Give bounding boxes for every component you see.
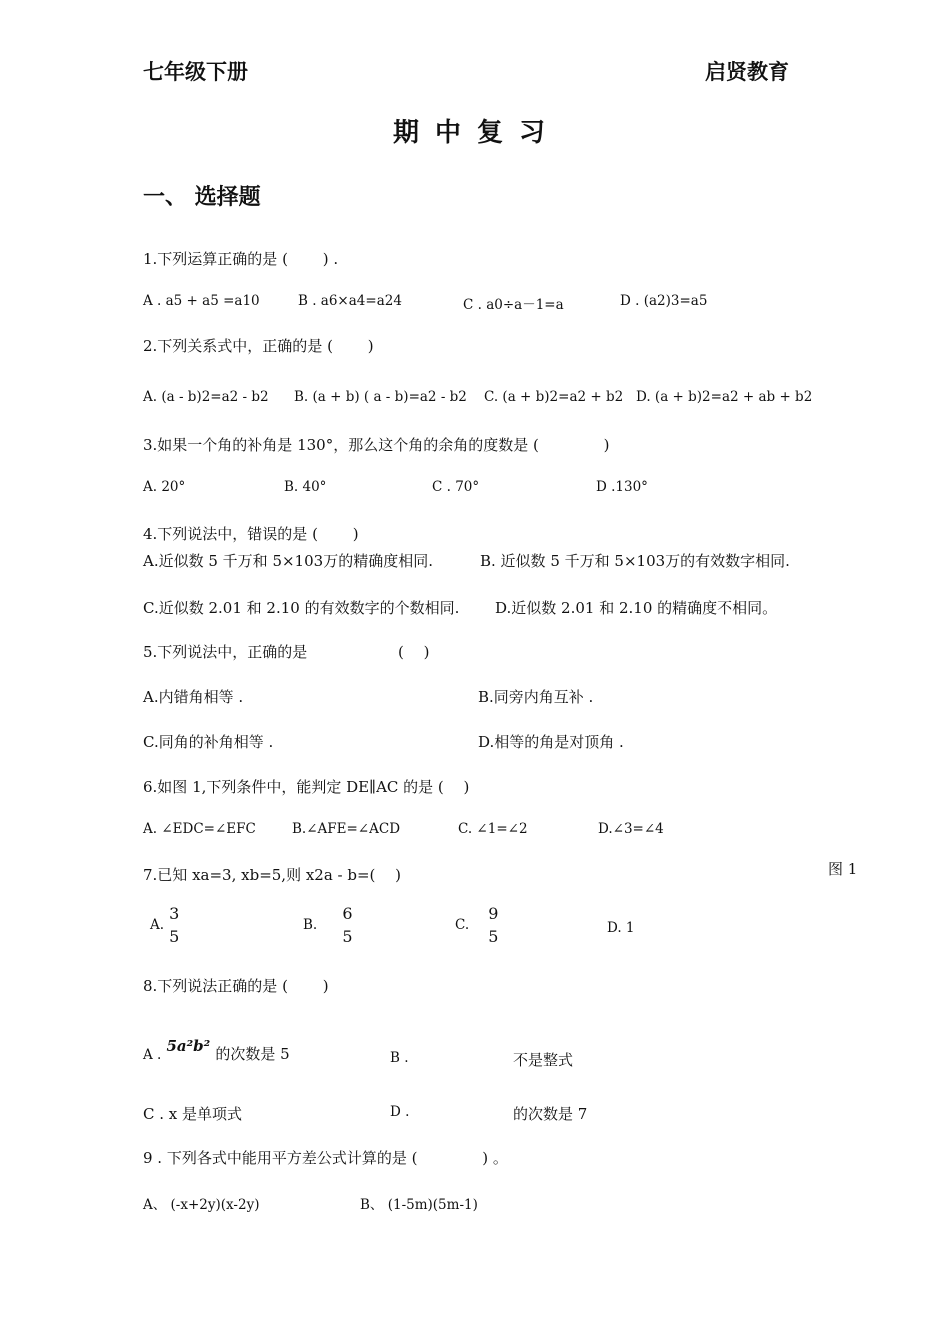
fraction: 9 5 — [488, 904, 499, 946]
question-8-option-b-label: B . — [390, 1050, 409, 1066]
question-6-option-b: B.∠AFE=∠ACD — [292, 821, 401, 837]
question-6-option-a: A. ∠EDC=∠EFC — [143, 821, 256, 837]
option-text: 的次数是 5 — [215, 1045, 290, 1063]
option-label: A. — [150, 917, 165, 933]
question-6-stem: 6.如图 1,下列条件中，能判定 DE∥AC 的是 ( ) — [143, 778, 470, 796]
question-5-answer-paren: ( ) — [398, 643, 430, 661]
fraction: 3 5 — [169, 904, 180, 946]
question-9-option-b: B、 (1-5m)(5m-1) — [360, 1197, 478, 1213]
question-9-option-a: A、 (-x+2y)(x-2y) — [143, 1197, 260, 1213]
question-4-option-d: D.近似数 2.01 和 2.10 的精确度不相同。 — [495, 599, 778, 617]
question-1-option-a: A . a5 + a5 =a10 — [143, 293, 260, 309]
option-label: A . — [143, 1047, 162, 1063]
question-1-option-b: B . a6×a4=a24 — [298, 293, 402, 309]
question-7-option-a — [150, 902, 179, 948]
section-heading: 一、 选择题 — [143, 185, 261, 210]
question-3-option-b: B. 40° — [284, 479, 327, 495]
question-2-stem: 2.下列关系式中，正确的是 ( ) — [143, 337, 374, 355]
question-4-stem: 4.下列说法中，错误的是 ( ) — [143, 525, 359, 543]
question-6-option-d: D.∠3=∠4 — [598, 821, 664, 837]
question-2-option-a: A. (a - b)2=a2 - b2 — [143, 389, 269, 405]
monomial-expression: 5a²b² — [166, 1037, 211, 1055]
question-5-stem: 5.下列说法中，正确的是 — [143, 643, 308, 661]
question-5-option-d: D.相等的角是对顶角 . — [478, 733, 624, 751]
question-4-option-b: B. 近似数 5 千万和 5×103万的有效数字相同. — [480, 552, 790, 570]
question-8-option-b-text: 不是整式 — [513, 1051, 574, 1069]
question-8-option-c: C . x 是单项式 — [143, 1105, 243, 1123]
page-title: 期中复习 — [393, 118, 562, 148]
header-right: 启贤教育 — [705, 60, 789, 84]
question-7-stem: 7.已知 xa=3, xb=5,则 x2a - b=( ) — [143, 866, 402, 884]
question-3-option-d: D .130° — [596, 479, 648, 495]
question-2-option-d: D. (a + b)2=a2 + ab + b2 — [636, 389, 813, 405]
question-9-stem: 9 . 下列各式中能用平方差公式计算的是 ( ) 。 — [143, 1149, 508, 1167]
option-label: B. — [303, 917, 318, 933]
question-5-option-a: A.内错角相等 . — [143, 688, 244, 706]
question-7-option-c — [455, 902, 498, 948]
header-left: 七年级下册 — [143, 60, 248, 84]
question-8-option-d-text: 的次数是 7 — [513, 1105, 588, 1123]
question-1-option-d: D . (a2)3=a5 — [620, 293, 708, 309]
question-2-option-c: C. (a + b)2=a2 + b2 — [484, 389, 624, 405]
question-4-option-c: C.近似数 2.01 和 2.10 的有效数字的个数相同. — [143, 599, 460, 617]
question-8-stem: 8.下列说法正确的是 ( ) — [143, 977, 329, 995]
question-2-option-b: B. (a + b) ( a - b)=a2 - b2 — [294, 389, 467, 405]
question-4-option-a: A.近似数 5 千万和 5×103万的精确度相同. — [143, 552, 433, 570]
question-1-option-c: C . a0÷a－1=a — [463, 297, 564, 313]
option-label: C. — [455, 917, 470, 933]
question-1-stem: 1.下列运算正确的是 ( ) . — [143, 250, 339, 268]
question-8-option-a — [143, 1037, 290, 1064]
question-3-option-c: C . 70° — [432, 479, 480, 495]
question-5-option-c: C.同角的补角相等 . — [143, 733, 274, 751]
question-6-option-c: C. ∠1=∠2 — [458, 821, 528, 837]
figure-label: 图 1 — [828, 860, 858, 878]
question-8-option-d-label: D . — [390, 1104, 410, 1120]
question-3-option-a: A. 20° — [143, 479, 186, 495]
question-3-stem: 3.如果一个角的补角是 130°，那么这个角的余角的度数是 ( ) — [143, 436, 610, 454]
fraction: 6 5 — [342, 904, 353, 946]
question-7-option-d: D. 1 — [607, 920, 635, 936]
question-7-option-b — [303, 902, 353, 948]
question-5-option-b: B.同旁内角互补 . — [478, 688, 594, 706]
